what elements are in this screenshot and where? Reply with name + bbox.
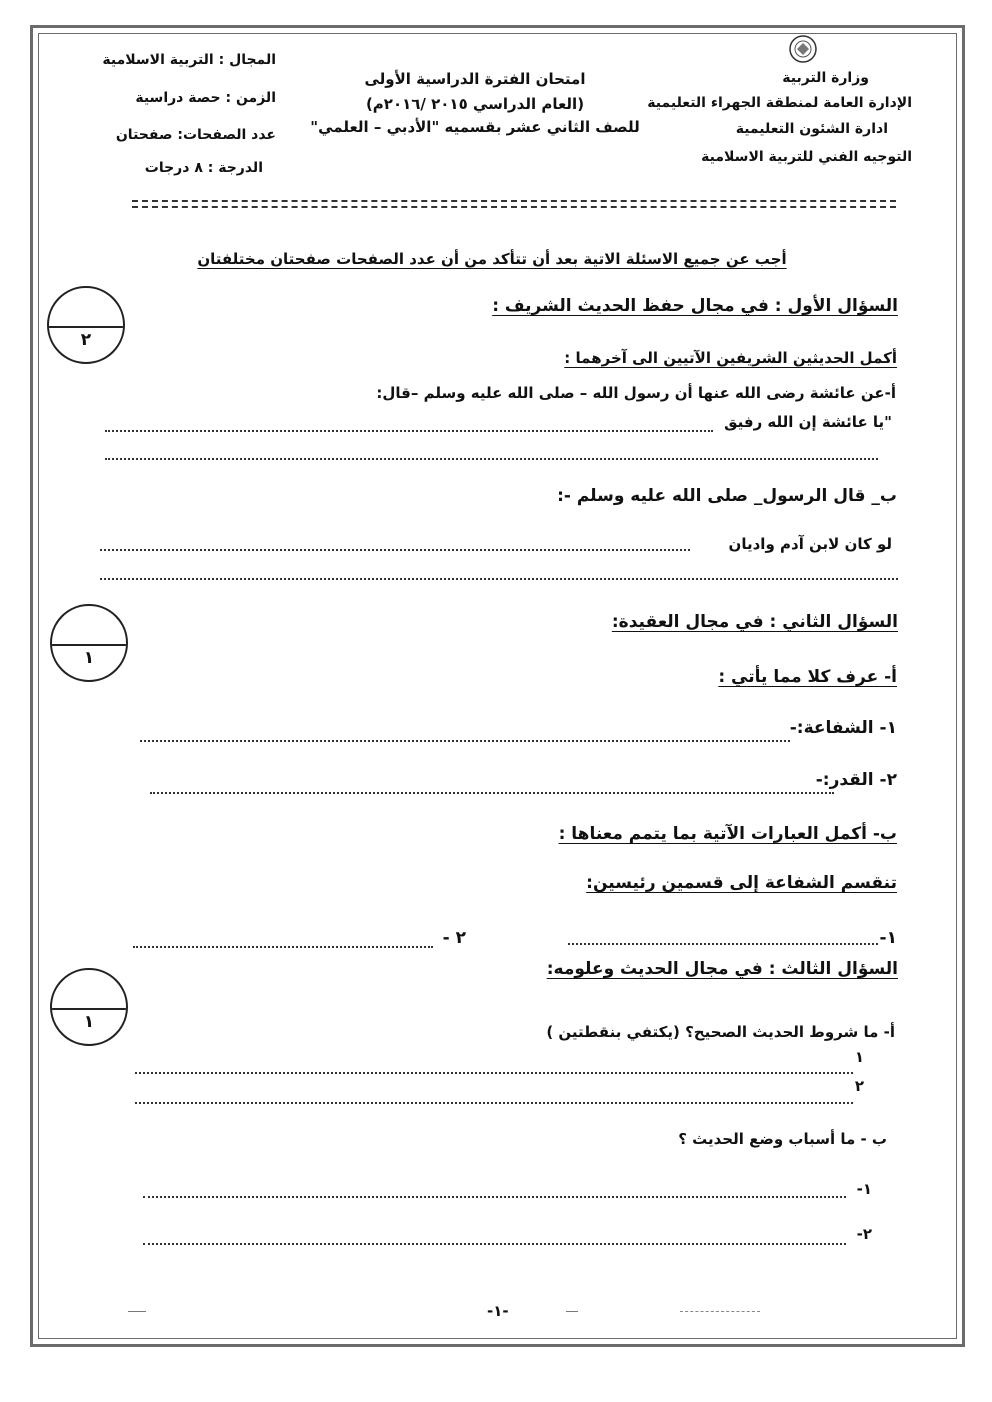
header-pages: عدد الصفحات: صفحتان <box>115 127 276 143</box>
header-affairs: ادارة الشئون التعليمية <box>735 121 888 137</box>
academic-year: (العام الدراسي ٢٠١٥ /٢٠١٦م) <box>365 95 585 113</box>
q3-mark: ١ <box>83 1012 95 1032</box>
q2-b2-answer-line[interactable] <box>133 946 433 948</box>
header-supervision: التوجيه الفني للتربية الاسلامية <box>701 149 912 165</box>
q1-instruction: أكمل الحديثين الشريفين الآتيين الى آخرهما : <box>564 349 897 367</box>
exam-title: امتحان الفترة الدراسية الأولى <box>364 70 586 88</box>
q1-b-answer-line-1[interactable] <box>100 549 690 551</box>
q3-mark-circle <box>50 968 128 1046</box>
q2-mark: ١ <box>83 648 95 668</box>
q3-a-title: أ- ما شروط الحديث الصحيح؟ (يكتفي بنقطتين ) <box>546 1023 895 1041</box>
q1-a-start: "يا عائشة إن الله رفيق <box>724 413 892 431</box>
grade-line: للصف الثاني عشر بقسميه "الأدبي – العلمي" <box>310 118 640 136</box>
q2-title: السؤال الثاني : في مجال العقيدة: <box>611 612 898 632</box>
q2-a1-label: ١- الشفاعة:- <box>789 718 897 738</box>
header-subject: المجال : التربية الاسلامية <box>102 52 276 68</box>
q1-a-answer-line-2[interactable] <box>105 458 878 460</box>
footer-mark-mid <box>566 1311 578 1312</box>
q1-a-answer-line-1[interactable] <box>105 430 713 432</box>
q2-a1-answer-line[interactable] <box>140 740 790 742</box>
q3-a1-answer-line[interactable] <box>135 1072 853 1074</box>
q3-b1-label: ١- <box>856 1180 872 1198</box>
q3-a2-label: ٢ <box>854 1077 864 1095</box>
q1-a-intro: أ-عن عائشة رضى الله عنها أن رسول الله – صلى الله عليه وسلم –قال: <box>376 384 896 402</box>
q2-a2-label: ٢- القدر:- <box>815 770 897 790</box>
q1-mark-circle <box>47 286 125 364</box>
page-number: -١- <box>487 1302 509 1320</box>
q2-b-statement: تنقسم الشفاعة إلى قسمين رئيسين: <box>586 873 897 893</box>
footer-mark-left <box>128 1311 146 1312</box>
header-time: الزمن : حصة دراسية <box>135 90 276 106</box>
header-ministry: وزارة التربية <box>782 70 869 86</box>
q3-b1-answer-line[interactable] <box>143 1196 846 1198</box>
q3-b2-label: ٢- <box>856 1225 872 1243</box>
footer-mark-right <box>680 1311 760 1312</box>
header-separator <box>132 200 896 208</box>
q3-a1-label: ١ <box>854 1048 864 1066</box>
q1-title: السؤال الأول : في مجال حفظ الحديث الشريف : <box>492 296 898 316</box>
q3-b2-answer-line[interactable] <box>143 1243 846 1245</box>
header-score: الدرجة : ٨ درجات <box>144 160 263 176</box>
q1-b-start: لو كان لابن آدم واديان <box>728 535 892 553</box>
header-district: الإدارة العامة لمنطقة الجهراء التعليمية <box>647 95 912 111</box>
q2-b1-label: ١- <box>879 928 897 948</box>
q1-b-answer-line-2[interactable] <box>100 578 898 580</box>
q3-title: السؤال الثالث : في مجال الحديث وعلومه: <box>546 959 898 979</box>
q3-a2-answer-line[interactable] <box>135 1102 853 1104</box>
q2-b1-answer-line[interactable] <box>568 943 878 945</box>
q2-a2-answer-line[interactable] <box>150 792 834 794</box>
q3-b-title: ب - ما أسباب وضع الحديث ؟ <box>678 1130 887 1148</box>
instruction-line: أجب عن جميع الاسئلة الاتية بعد أن تتأكد من أن عدد الصفحات صفحتان مختلفتان <box>197 250 787 268</box>
q1-mark: ٢ <box>80 330 92 350</box>
q2-b2-label: ٢ - <box>442 928 466 948</box>
q2-mark-circle <box>50 604 128 682</box>
q2-b-title: ب- أكمل العبارات الآتية بما يتمم معناها : <box>558 824 897 844</box>
q2-a-title: أ- عرف كلا مما يأتي : <box>718 667 897 687</box>
ministry-seal-icon <box>788 34 818 64</box>
q1-b-intro: ب_ قال الرسول_ صلى الله عليه وسلم -: <box>557 486 897 506</box>
